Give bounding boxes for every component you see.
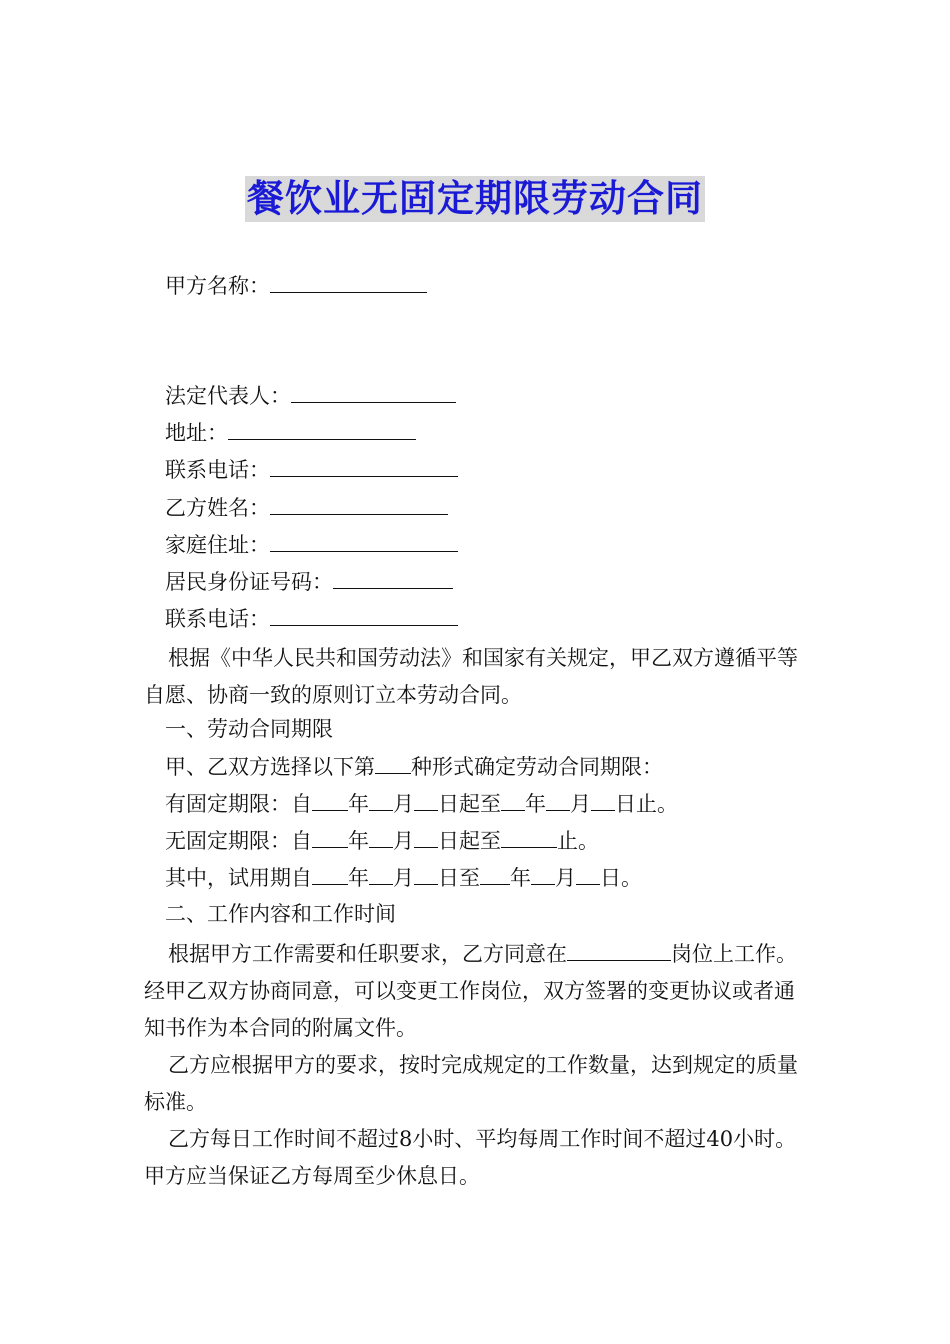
party-a-address-label: 地址：: [165, 421, 228, 445]
party-b-phone-blank[interactable]: [270, 603, 458, 626]
year-text: 年: [348, 829, 369, 853]
probation-end-day-blank[interactable]: [576, 862, 600, 885]
probation-end-month-blank[interactable]: [531, 862, 555, 885]
party-a-rep-line: [165, 380, 456, 411]
document-title: 餐饮业无固定期限劳动合同: [247, 177, 703, 220]
day-from-text: 日起至: [438, 792, 501, 816]
fixed-term-label: 有固定期限：自: [165, 792, 312, 816]
fixed-end-year-blank[interactable]: [501, 788, 525, 811]
section2-heading: 二、工作内容和工作时间: [165, 902, 396, 926]
month-text: 月: [393, 829, 414, 853]
party-a-name-label: 甲方名称：: [165, 274, 270, 298]
section2-p1-text-b: 岗位上工作。经甲乙双方协商同意，可以变更工作岗位，双方签署的变更协议或者通知书作为本合同的附属文件。: [144, 942, 797, 1040]
title-container: [0, 176, 950, 222]
party-a-phone-label: 联系电话：: [165, 458, 270, 482]
section2-paragraph-3: 乙方每日工作时间不超过8小时、平均每周工作时间不超过40小时。甲方应当保证乙方每周至少休息日。: [144, 1127, 797, 1188]
party-a-phone-line: [165, 454, 458, 485]
month-text: 月: [393, 792, 414, 816]
fixed-start-year-blank[interactable]: [312, 788, 348, 811]
party-b-phone-line: [165, 603, 458, 634]
party-b-home-blank[interactable]: [270, 529, 458, 552]
fixed-term-line: [165, 788, 678, 819]
party-a-phone-blank[interactable]: [270, 454, 458, 477]
party-b-home-label: 家庭住址：: [165, 533, 270, 557]
term-choice-line: [165, 751, 663, 782]
day-from-text: 日起至: [438, 829, 501, 853]
day-period-text: 日。: [600, 866, 642, 890]
month-text: 月: [393, 866, 414, 890]
open-term-line: [165, 825, 599, 856]
section1-heading: 一、劳动合同期限: [165, 717, 333, 741]
term-choice-blank[interactable]: [375, 751, 411, 774]
month-text: 月: [570, 792, 591, 816]
section2-p1-text-a: 根据甲方工作需要和任职要求，乙方同意在: [168, 942, 567, 966]
fixed-start-day-blank[interactable]: [414, 788, 438, 811]
party-a-address-line: [165, 417, 416, 448]
party-b-name-label: 乙方姓名：: [165, 496, 270, 520]
party-a-rep-blank[interactable]: [291, 380, 456, 403]
probation-start-year-blank[interactable]: [312, 862, 348, 885]
open-term-label: 无固定期限：自: [165, 829, 312, 853]
day-end-text: 日止。: [615, 792, 678, 816]
fixed-end-month-blank[interactable]: [546, 788, 570, 811]
fixed-end-day-blank[interactable]: [591, 788, 615, 811]
year-text: 年: [510, 866, 531, 890]
stop-text: 止。: [557, 829, 599, 853]
party-a-name-line: [165, 270, 427, 301]
open-start-day-blank[interactable]: [414, 825, 438, 848]
open-start-month-blank[interactable]: [369, 825, 393, 848]
fixed-start-month-blank[interactable]: [369, 788, 393, 811]
year-text: 年: [348, 866, 369, 890]
party-b-name-blank[interactable]: [270, 492, 448, 515]
term-choice-text-b: 种形式确定劳动合同期限：: [411, 755, 663, 779]
month-text: 月: [555, 866, 576, 890]
party-b-id-label: 居民身份证号码：: [165, 570, 333, 594]
year-text: 年: [348, 792, 369, 816]
party-b-phone-label: 联系电话：: [165, 607, 270, 631]
party-b-id-blank[interactable]: [333, 566, 453, 589]
year-text: 年: [525, 792, 546, 816]
probation-start-day-blank[interactable]: [414, 862, 438, 885]
party-b-name-line: [165, 492, 448, 523]
probation-label: 其中，试用期自: [165, 866, 312, 890]
party-b-home-line: [165, 529, 458, 560]
intro-paragraph: 根据《中华人民共和国劳动法》和国家有关规定，甲乙双方遵循平等自愿、协商一致的原则订立本劳动合同。: [144, 646, 798, 707]
section2-paragraph-1: [144, 936, 806, 1047]
position-blank[interactable]: [567, 938, 671, 961]
section2-paragraph-2: 乙方应根据甲方的要求，按时完成规定的工作数量，达到规定的质量标准。: [144, 1053, 798, 1114]
probation-start-month-blank[interactable]: [369, 862, 393, 885]
probation-end-year-blank[interactable]: [480, 862, 510, 885]
open-end-blank[interactable]: [501, 825, 557, 848]
term-choice-text-a: 甲、乙双方选择以下第: [165, 755, 375, 779]
party-a-rep-label: 法定代表人：: [165, 384, 291, 408]
party-b-id-line: [165, 566, 453, 597]
probation-line: [165, 862, 642, 893]
party-a-address-blank[interactable]: [228, 417, 416, 440]
open-start-year-blank[interactable]: [312, 825, 348, 848]
day-to-text: 日至: [438, 866, 480, 890]
party-a-name-blank[interactable]: [270, 270, 427, 293]
